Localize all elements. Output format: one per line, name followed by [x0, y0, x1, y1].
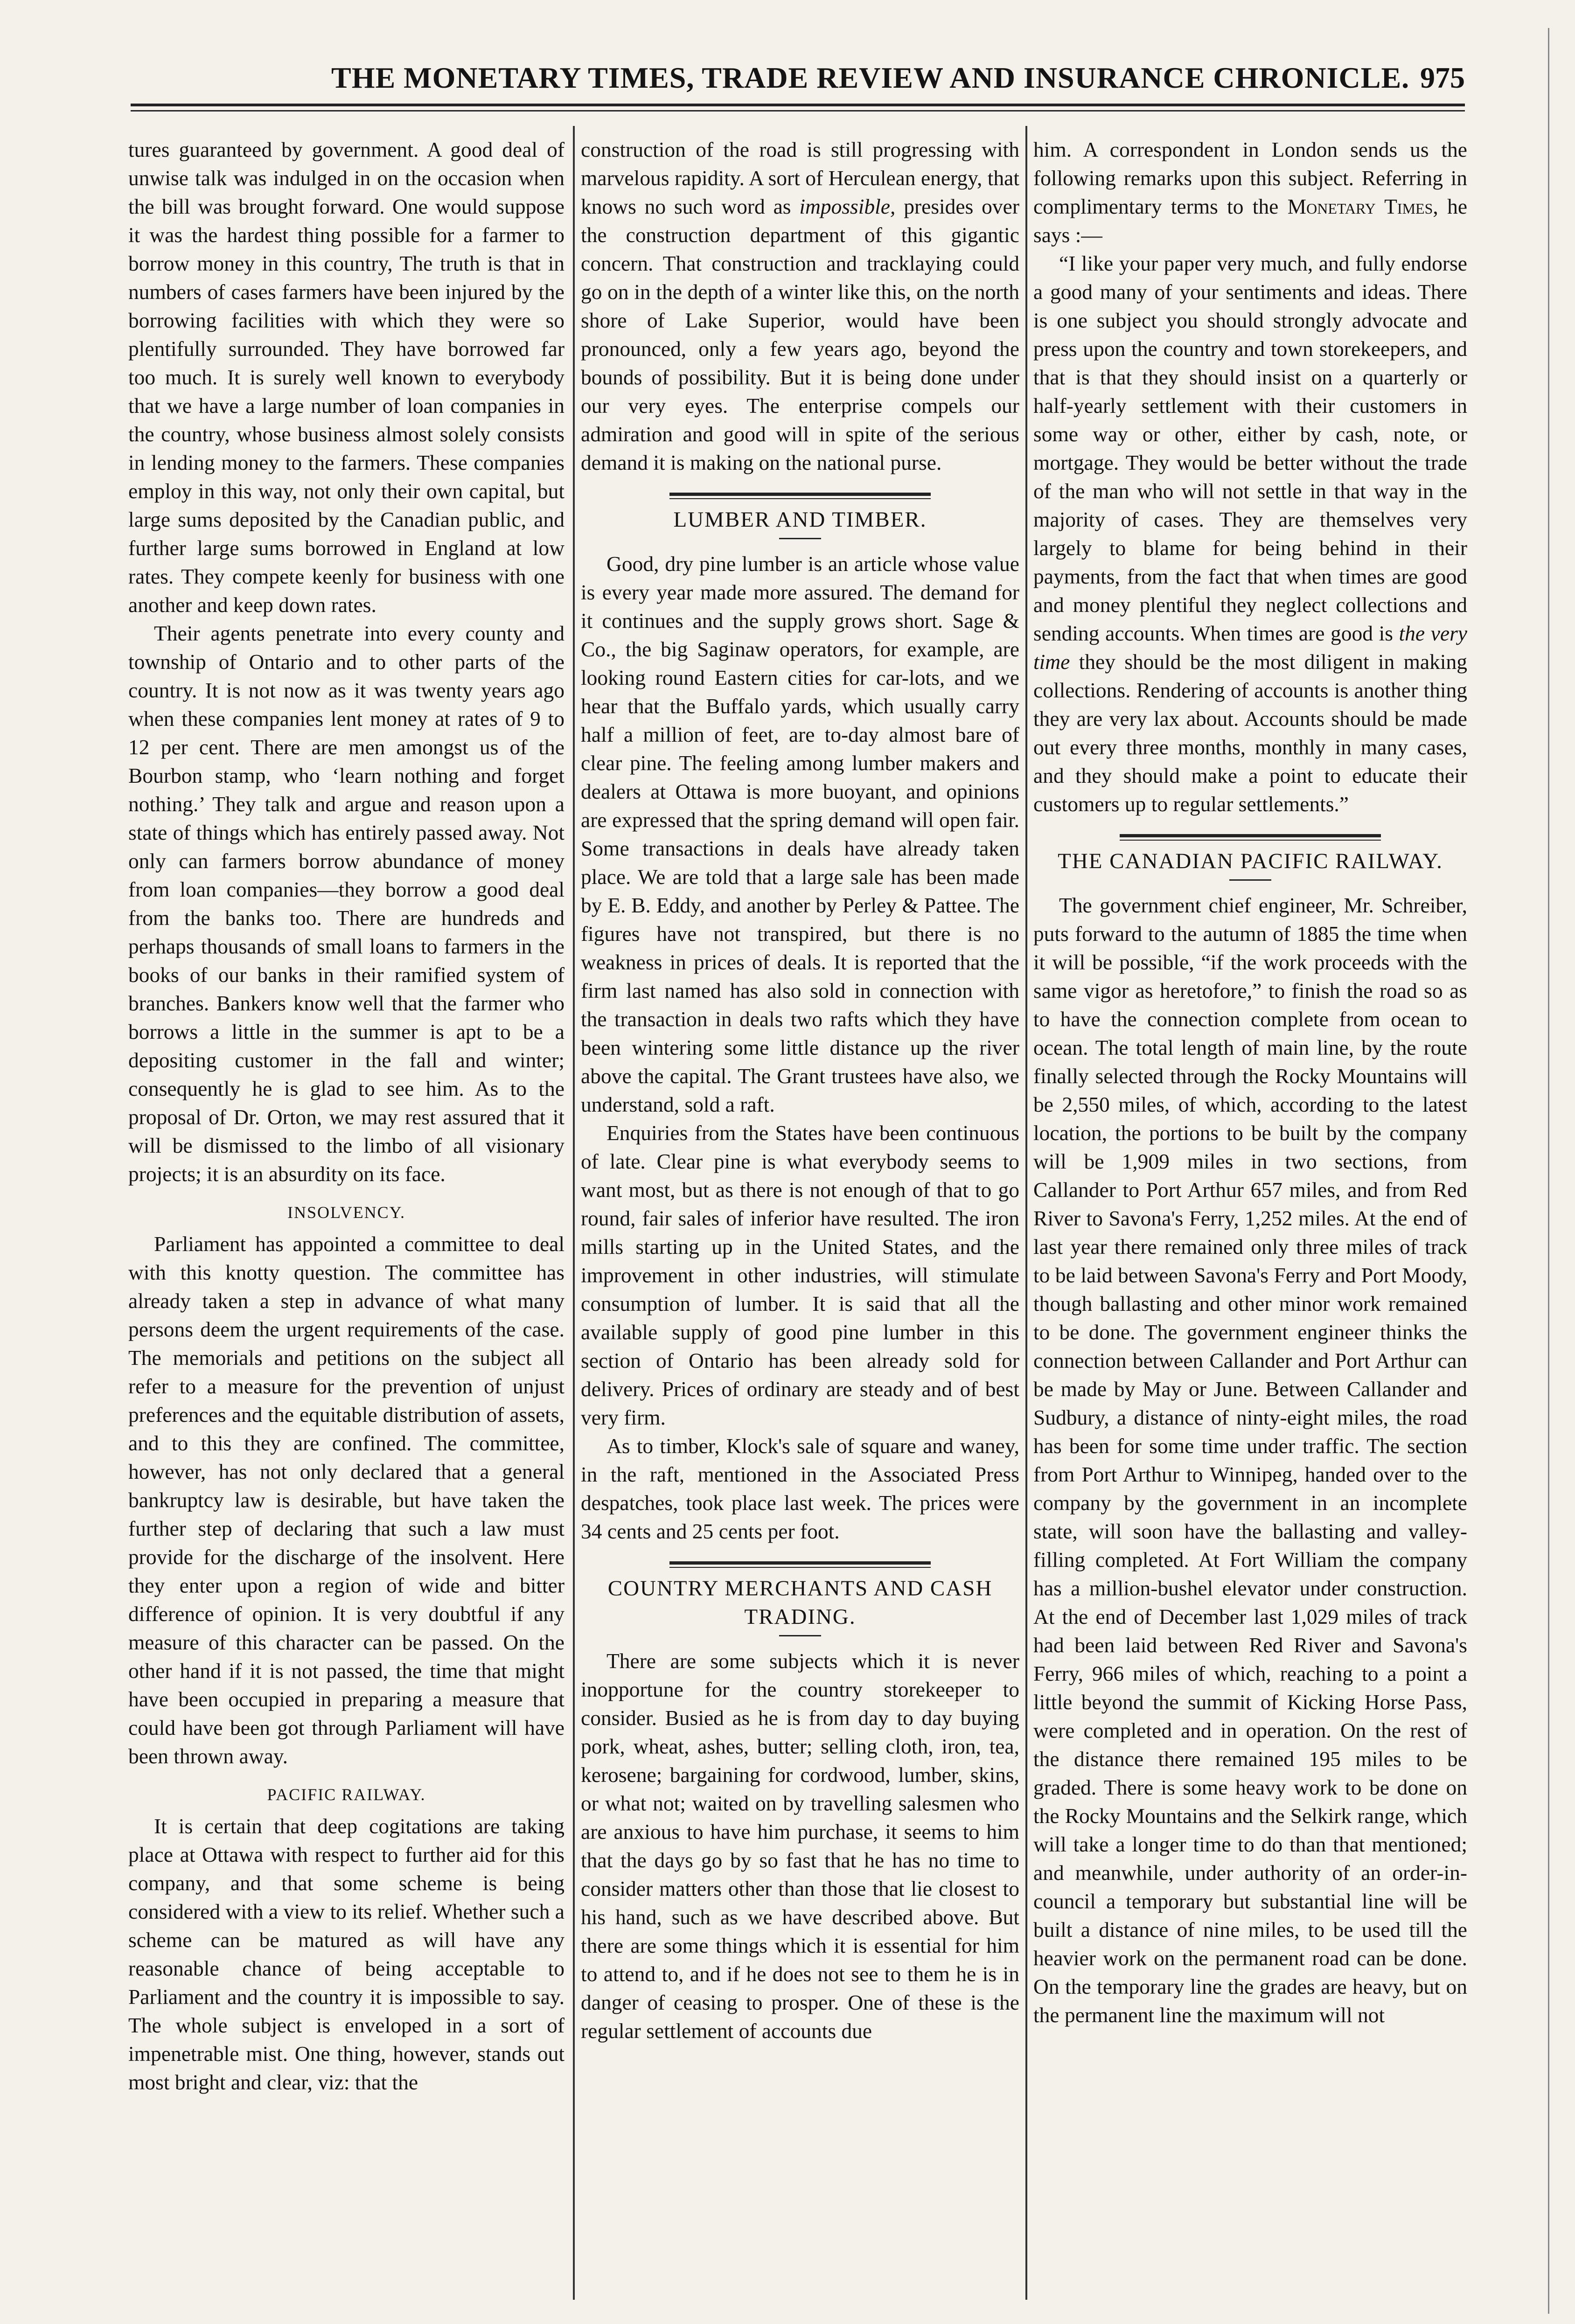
- paragraph: [581, 135, 1019, 477]
- quoted-paragraph: [1033, 249, 1467, 818]
- text-run: “I like your paper very much, and fully endorse a good many of your sentiments and ideas. There is one subject you should strongly advocate and press upon the country and town storekeepers, and that is that they should insist on a quarterly or half-yearly settlement with their customers in some way or other, either by cash, note, or mortgage. They would be better without the trade of the man who will not settle in that way in the majority of cases. They are themselves very largely to blame for being behind in their payments, from the fact that when times are good and money plentiful they neglect collections and sending accounts. When times are good is: [1033, 251, 1467, 645]
- paragraph: There are some subjects which it is never inopportune for the country storekeeper to consider. Busied as he is from day to day buying pork, wheat, ashes, butter; selling cloth, iron, tea, kerosene; bargaining for cordwood, lumber, skins, or what not; waited on by travelling salesmen who are anxious to have him purchase, it seems to him that the days go by so fast that he has no time to consider matters other than those that lie closest to his hand, such as we have described above. But there are some things which it is essential for him to attend to, and if he does not see to them he is in danger of ceasing to prosper. One of these is the regular settlement of accounts due: [581, 1649, 1019, 2043]
- paragraph: As to timber, Klock's sale of square and waney, in the raft, mentioned in the Associated Press despatches, took place last week. The prices were 34 cents and 25 cents per foot.: [581, 1434, 1019, 1543]
- paragraph: tures guaranteed by government. A good deal of unwise talk was indulged in on the occasion when the bill was brought forward. One would suppose it was the hardest thing possible for a farmer to borrow money in this country, The truth is that in numbers of cases farmers have been injured by the borrowing facilities with which they were so plentifully surrounded. They have borrowed far too much. It is surely well known to everybody that we have a large number of loan companies in the country, whose business almost solely consists in lending money to the farmers. These companies employ in this way, not only their own capital, but large sums deposited by the Canadian public, and further large sums borrowed in England at low rates. They compete keenly for business with one another and keep down rates.: [128, 138, 564, 617]
- text-run: presides over the construction department of this gigantic concern. That construction and tracklaying could go on in the depth of a winter like this, on the north shore of Lake Superior, would have been pronounced, only a few years ago, beyond the bounds of possibility. But it is being done under our very eyes. The enterprise compels our admiration and good will in spite of the serious demand it is making on the national purse.: [581, 195, 1020, 474]
- paragraph: The government chief engineer, Mr. Schreiber, puts forward to the autumn of 1885 the time when it will be possible, “if the work proceeds with the same vigor as heretofore,” to finish the road so as to have the connection complete from ocean to ocean. The total length of main line, by the route finally selected through the Rocky Mountains will be 2,550 miles, of which, according to the latest location, the portions to be built by the company will be 1,909 miles in two sections, from Callander to Port Arthur 657 miles, and from Red River to Savona's Ferry, 1,252 miles. At the end of last year there remained only three miles of track to be laid between Savona's Ferry and Port Moody, though ballasting and other minor work remained to be done. The government engineer thinks the connection between Callander and Port Arthur can be made by May or June. Between Callander and Sudbury, a distance of ninty-eight miles, the road has been for some time under traffic. The section from Port Arthur to Winnipeg, handed over to the company by the government in an incomplete state, will soon have the ballasting and valley-filling completed. At Fort William the company has a million-bushel elevator under construction. At the end of December last 1,029 miles of track had been laid between Red River and Savona's Ferry, 966 miles of which, reaching to a point a little beyond the summit of Kicking Horse Pass, were completed and in operation. On the rest of the distance there remained 195 miles to be graded. There is some heavy work to be done on the Rocky Mountains and the Selkirk range, which will take a longer time to do than that mentioned; and meanwhile, under authority of an order-in-council a temporary but substantial line will be built a distance of nine miles, to be used till the heavier work on the permanent road can be done. On the temporary line the grades are heavy, but on the permanent line the maximum will not: [1033, 893, 1467, 2027]
- journal-title: THE MONETARY TIMES, TRADE REVIEW AND INSURANCE CHRONICLE.: [331, 61, 1410, 94]
- paragraph: Their agents penetrate into every county and township of Ontario and to other parts of the country. It is not now as it was twenty years ago when these companies lent money at rates of 9 to 12 per cent. There are men amongst us of the Bourbon stamp, who ‘learn nothing and forget nothing.’ They talk and argue and reason upon a state of things which has entirely passed away. Not only can farmers borrow abundance of money from loan companies—they borrow a good deal from the banks too. There are hundreds and perhaps thousands of small loans to farmers in the books of our banks in their ramified system of branches. Bankers know well that the farmer who borrows a little in the summer is apt to be a depositing customer in the fall and winter; consequently he is glad to see him. As to the proposal of Dr. Orton, we may rest assured that it will be dismissed to the limbo of all visionary projects; it is an absurdity on its face.: [128, 621, 564, 1186]
- page-edge: [1548, 28, 1549, 2314]
- italic-text: the very time: [1033, 621, 1467, 674]
- text-run: he says :—: [1033, 195, 1468, 247]
- column-divider-2: [1025, 126, 1027, 2300]
- heading-underline: [779, 538, 821, 539]
- text-run: they should be the most diligent in making collections. Rendering of accounts is another thing they are very lax about. Accounts should be made out every three months, monthly in many cases, and they should make a point to educate their customers up to regular settlements.”: [1033, 650, 1467, 816]
- paragraph: Parliament has appointed a committee to deal with this knotty question. The committee has already taken a step in advance of what many persons deem the urgent requirements of the case. The memorials and petitions on the subject all refer to a measure for the prevention of unjust preferences and the equitable distribution of assets, and to this they are confined. The committee, however, has not only declared that a general bankruptcy law is desirable, but have taken the further step of declaring that such a law must provide for the discharge of the insolvent. Here they enter upon a region of wide and bitter difference of opinion. It is very doubtful if any measure of this character can be passed. On the other hand if it is not passed, the time that might have been occupied in preparing a measure that could have been got through Parliament will have been thrown away.: [128, 1232, 564, 1768]
- paragraph: It is certain that deep cogitations are taking place at Ottawa with respect to further aid for this company, and that some scheme is being considered with a view to its relief. Whether such a scheme can be matured as will have any reasonable chance of being acceptable to Parliament and the country it is impossible to say. The whole subject is enveloped in a sort of impenetrable mist. One thing, however, stands out most bright and clear, viz: that the: [128, 1814, 564, 2094]
- page-number: 975: [1420, 61, 1465, 94]
- section-rule: [1120, 834, 1381, 841]
- column-3: [1033, 135, 1467, 2029]
- column-divider-1: [573, 126, 575, 2300]
- text-run: construction of the road is still progressing with marvelous rapidity. A sort of Herculean energy, that knows no such word as: [581, 138, 1019, 218]
- italic-text: impossible,: [799, 195, 896, 218]
- subheading-pacific-railway: PACIFIC RAILWAY.: [267, 1785, 426, 1804]
- heading-canadian-pacific-railway: THE CANADIAN PACIFIC RAILWAY.: [1058, 849, 1443, 873]
- section-rule: [669, 493, 931, 499]
- header-rule-thick: [131, 104, 1465, 106]
- heading-country-merchants: COUNTRY MERCHANTS AND CASH TRADING.: [607, 1576, 993, 1629]
- paragraph: Good, dry pine lumber is an article whose value is every year made more assured. The demand for it continues and the supply grows short. Sage & Co., the big Saginaw operators, for example, are looking round Eastern cities for car-lots, and we hear that the Buffalo yards, which usually carry half a million of feet, are to-day almost bare of clear pine. The feeling among lumber makers and dealers at Ottawa is more buoyant, and opinions are expressed that the spring demand will open fair. Some transactions in deals have already taken place. We are told that a large sale has been made by E. B. Eddy, and another by Perley & Pattee. The figures have not transpired, but there is no weakness in prices of deals. It is reported that the firm last named has also sold in connection with the transaction in deals two rafts which they have been wintering some little distance up the river above the capital. The Grant trustees have also, we understand, sold a raft.: [581, 552, 1019, 1116]
- heading-underline: [1229, 879, 1271, 881]
- heading-underline: [779, 1635, 821, 1636]
- column-2: [581, 135, 1019, 2045]
- subheading-insolvency: INSOLVENCY.: [287, 1203, 406, 1222]
- page-header: [107, 56, 1465, 107]
- paragraph: [1033, 135, 1467, 249]
- heading-lumber-and-timber: LUMBER AND TIMBER.: [673, 508, 927, 532]
- paragraph: Enquiries from the States have been continuous of late. Clear pine is what everybody seems to want most, but as there is not enough of that to go round, fair sales of inferior have resulted. The iron mills starting up in the United States, and the improvement in other industries, will stimulate consumption of lumber. It is said that all the available supply of good pine lumber in this section of Ontario has been already sold for delivery. Prices of ordinary are steady and of best very firm.: [581, 1121, 1019, 1429]
- section-rule: [669, 1561, 931, 1568]
- small-caps-text: Monetary Times,: [1287, 195, 1438, 218]
- text-run: him. A correspondent in London sends us the following remarks upon this subject. Referring in complimentary terms to the: [1033, 138, 1467, 218]
- header-rule-thin: [131, 110, 1465, 111]
- column-1: [128, 135, 564, 2096]
